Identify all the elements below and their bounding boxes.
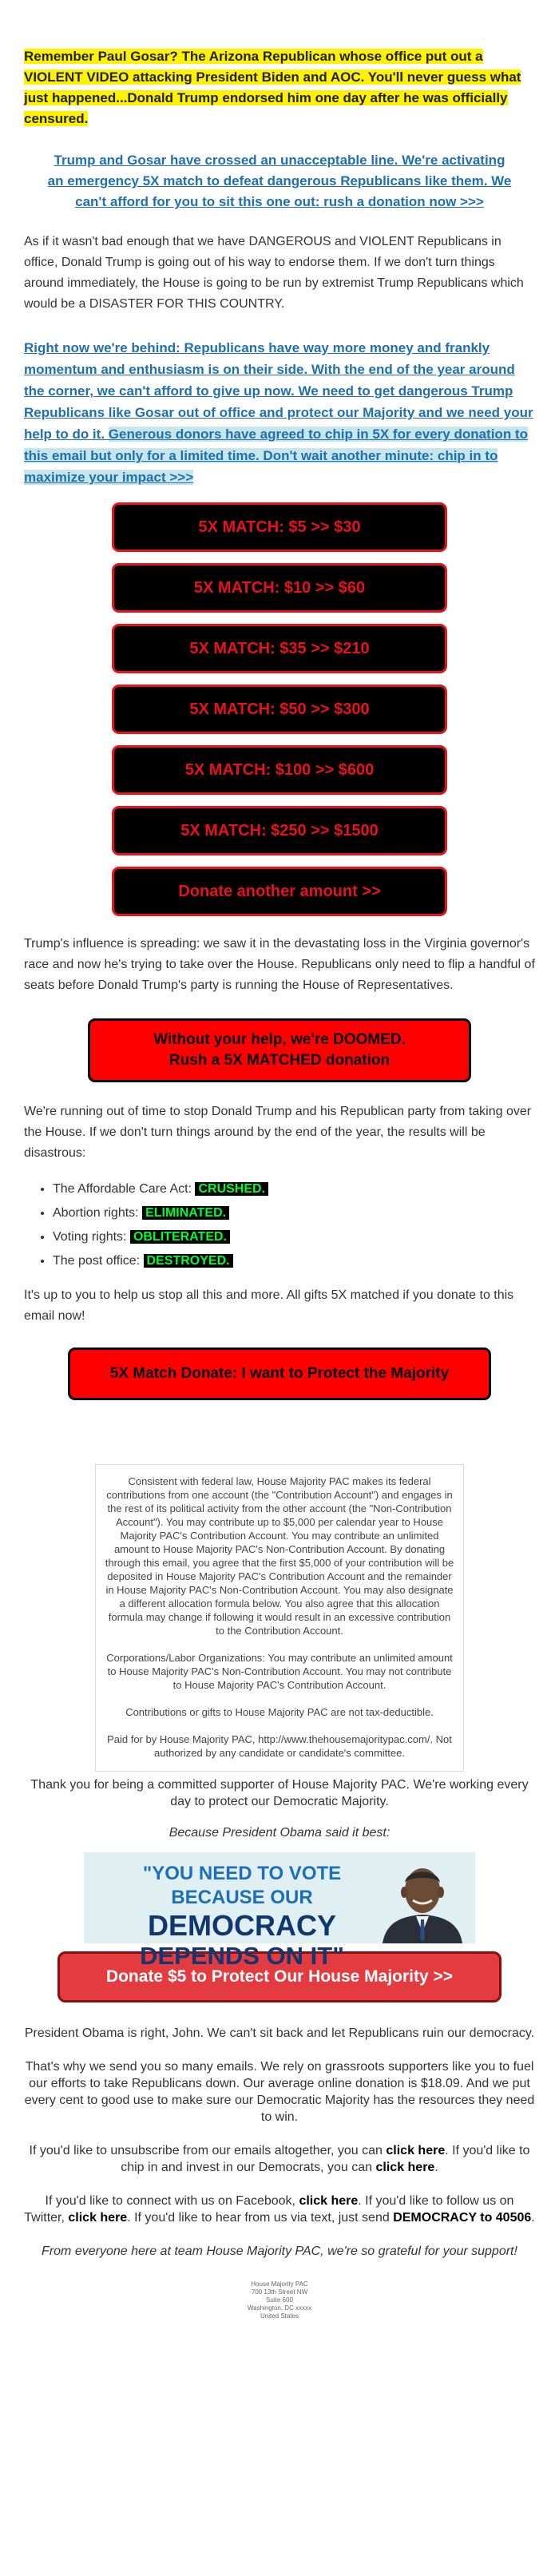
disclaimer-tax: Contributions or gifts to House Majority PAC are not tax-deductible. (125, 1706, 434, 1718)
closing-unsubscribe: If you'd like to unsubscribe from our emails altogether, you can click here. If you'd like to chip in and invest in our Democrats, you can click here. (29, 2144, 530, 2174)
status-tag: ELIMINATED. (142, 1206, 229, 1220)
closing-obama-right: President Obama is right, John. We can't sit back and let Republicans ruin our democracy. (24, 2026, 535, 2040)
doomed-button-wrap (24, 1018, 535, 1082)
paragraph-dangerous-republicans: As if it wasn't bad enough that we have DANGEROUS and VIOLENT Republicans in office, Donald Trump is going out of his way to endorse them. If we don't turn things around immediately, the House is going to be run by extremist Trump Republicans which would be a DISASTER FOR THIS COUNTRY. (24, 235, 524, 311)
match-10-button[interactable]: 5X MATCH: $10 >> $60 (112, 563, 447, 613)
invest-link[interactable]: click here (375, 2161, 435, 2174)
text-signup: DEMOCRACY to 40506 (393, 2211, 532, 2225)
disclaimer-paid-for: Paid for by House Majority PAC, http://www.thehousemajoritypac.com/. Not authorized by any candidate or candidate's committee. (107, 1733, 452, 1759)
list-item: • Abortion rights: ELIMINATED. (53, 1202, 535, 1224)
doomed-button-line1[interactable]: Without your help, we're DOOMED. (153, 1031, 406, 1048)
donate-5-protect-majority-button[interactable]: Donate $5 to Protect Our House Majority >> (57, 1951, 502, 2002)
banner-quote-line2: DEMOCRACY (147, 1909, 336, 1942)
banner-quote-line3: DEPENDS ON IT" (140, 1942, 344, 1970)
paragraph-trump-influence: Trump's influence is spreading: we saw it in the devastating loss in the Virginia governor's race and now he's trying to take over the House. Republicans only need to flip a handful of seats before Donald Trump's party is running the House of Representatives. (24, 937, 535, 992)
closing-grateful: From everyone here at team House Majority PAC, we're so grateful for your support! (42, 2245, 517, 2258)
behind-link-text[interactable]: Right now we're behind: Republicans have way more money and frankly momentum and enthusiasm is on their side. With the end of the year around the corner, we can't afford to give up now. We need to get dangerous Trump Republicans like Gosar out of office and protect our Majority and we need your help to do it. (24, 340, 533, 442)
footer-address: House Majority PAC 700 13th Street NW Suite 600 Washington, DC xxxxx United States (247, 2280, 312, 2320)
match-50-button[interactable]: 5X MATCH: $50 >> $300 (112, 685, 447, 734)
status-tag: DESTROYED. (144, 1254, 233, 1268)
match-100-button[interactable]: 5X MATCH: $100 >> $600 (112, 745, 447, 795)
banner-quote (106, 1862, 378, 1971)
intro-paragraph (24, 46, 535, 129)
paragraph-running-out-of-time: We're running out of time to stop Donald Trump and his Republican party from taking over the House. If we don't turn things around by the end of the year, the results will be disastrous: (24, 1105, 532, 1160)
status-tag: OBLITERATED. (130, 1230, 230, 1244)
match-button-list (24, 502, 535, 916)
doomed-button-line2[interactable]: Rush a 5X MATCHED donation (168, 1052, 391, 1069)
unsubscribe-link[interactable]: click here (386, 2144, 446, 2157)
disclaimer-corporations: Corporations/Labor Organizations: You may contribute an unlimited amount to House Majority PAC's Non-Contribution Account. You may not contribute to House Majority PAC's Contribution Account. (106, 1652, 453, 1691)
protect-majority-button[interactable]: 5X Match Donate: I want to Protect the Majority (68, 1348, 491, 1400)
thanks-paragraph: Thank you for being a committed supporter of House Majority PAC. We're working every day to protect our Democratic Majority. (30, 1778, 529, 1808)
behind-donate-link[interactable] (24, 337, 535, 488)
disaster-list (24, 1178, 535, 1272)
list-item: • The post office: DESTROYED. (53, 1250, 535, 1272)
match-250-button[interactable]: 5X MATCH: $250 >> $1500 (112, 806, 447, 855)
behind-link-highlight[interactable]: Generous donors have agreed to chip in 5X for every donation to this email but only for a limited time. Don't wait another minute: chip in to maximize your impact >>> (24, 427, 528, 485)
disclaimer-contribution-accounts: Consistent with federal law, House Majority PAC makes its federal contributions from one account (the "Contribution Account") and engages in the rest of its political activity from the other account (the "Non-Contribution Account"). You may contribute up to $5,000 per calendar year to House Majority PAC's Contribution Account. You may contribute an unlimited amount to House Majority PAC's Non-Contribution Account. By donating through this email, you agree that the first $5,000 of your contribution will be deposited in House Majority PAC's Contribution Account and the remainder in House Majority PAC's Non-Contribution Account. You may also designate a different allocation formula below. You also agree that this allocation formula may change if following it would result in an excessive contribution to the Contribution Account. (105, 1475, 454, 1637)
doomed-donate-button[interactable] (88, 1018, 471, 1082)
twitter-link[interactable]: click here (68, 2211, 128, 2225)
status-tag: CRUSHED. (195, 1182, 268, 1196)
facebook-link[interactable]: click here (299, 2194, 359, 2208)
obama-portrait-icon (375, 1859, 470, 1943)
list-item: • The Affordable Care Act: CRUSHED. (53, 1178, 535, 1201)
list-item: • Voting rights: OBLITERATED. (53, 1226, 535, 1248)
banner-quote-line1: "YOU NEED TO VOTE BECAUSE OUR (142, 1863, 342, 1908)
intro-highlight: Remember Paul Gosar? The Arizona Republican whose office put out a VIOLENT VIDEO attacking President Biden and AOC. You'll never guess what just happened...Donald Trump endorsed him one day after he was officially censured. (24, 49, 521, 126)
closing-why-emails: That's why we send you so many emails. We rely on grassroots supporters like you to fuel our efforts to take Republicans down. Our average online donation is $18.09. And we put every cent to good use to make sure our Democratic Majority has the resources they need to win. (24, 2060, 535, 2124)
democracy-banner[interactable] (84, 1852, 475, 1970)
match-5-button[interactable]: 5X MATCH: $5 >> $30 (112, 502, 447, 552)
paragraph-up-to-you: It's up to you to help us stop all this and more. All gifts 5X matched if you donate to this email now! (24, 1288, 514, 1323)
closing-social: If you'd like to connect with us on Facebook, click here. If you'd like to follow us on Twitter, click here. If you'd like to hear from us via text, just send DEMOCRACY to 40506. (24, 2194, 535, 2225)
protect-button-wrap (24, 1348, 535, 1400)
obama-lead: Because President Obama said it best: (168, 1826, 391, 1840)
donate-other-amount-button[interactable]: Donate another amount >> (112, 867, 447, 916)
callout-donate-link[interactable]: Trump and Gosar have crossed an unacceptable line. We're activating an emergency 5X match to defeat dangerous Republicans like them. We can't afford for you to sit this one out: rush a donation now >>> (47, 153, 512, 209)
match-35-button[interactable]: 5X MATCH: $35 >> $210 (112, 624, 447, 673)
email-body (24, 0, 535, 2320)
legal-disclaimer (95, 1464, 464, 1772)
